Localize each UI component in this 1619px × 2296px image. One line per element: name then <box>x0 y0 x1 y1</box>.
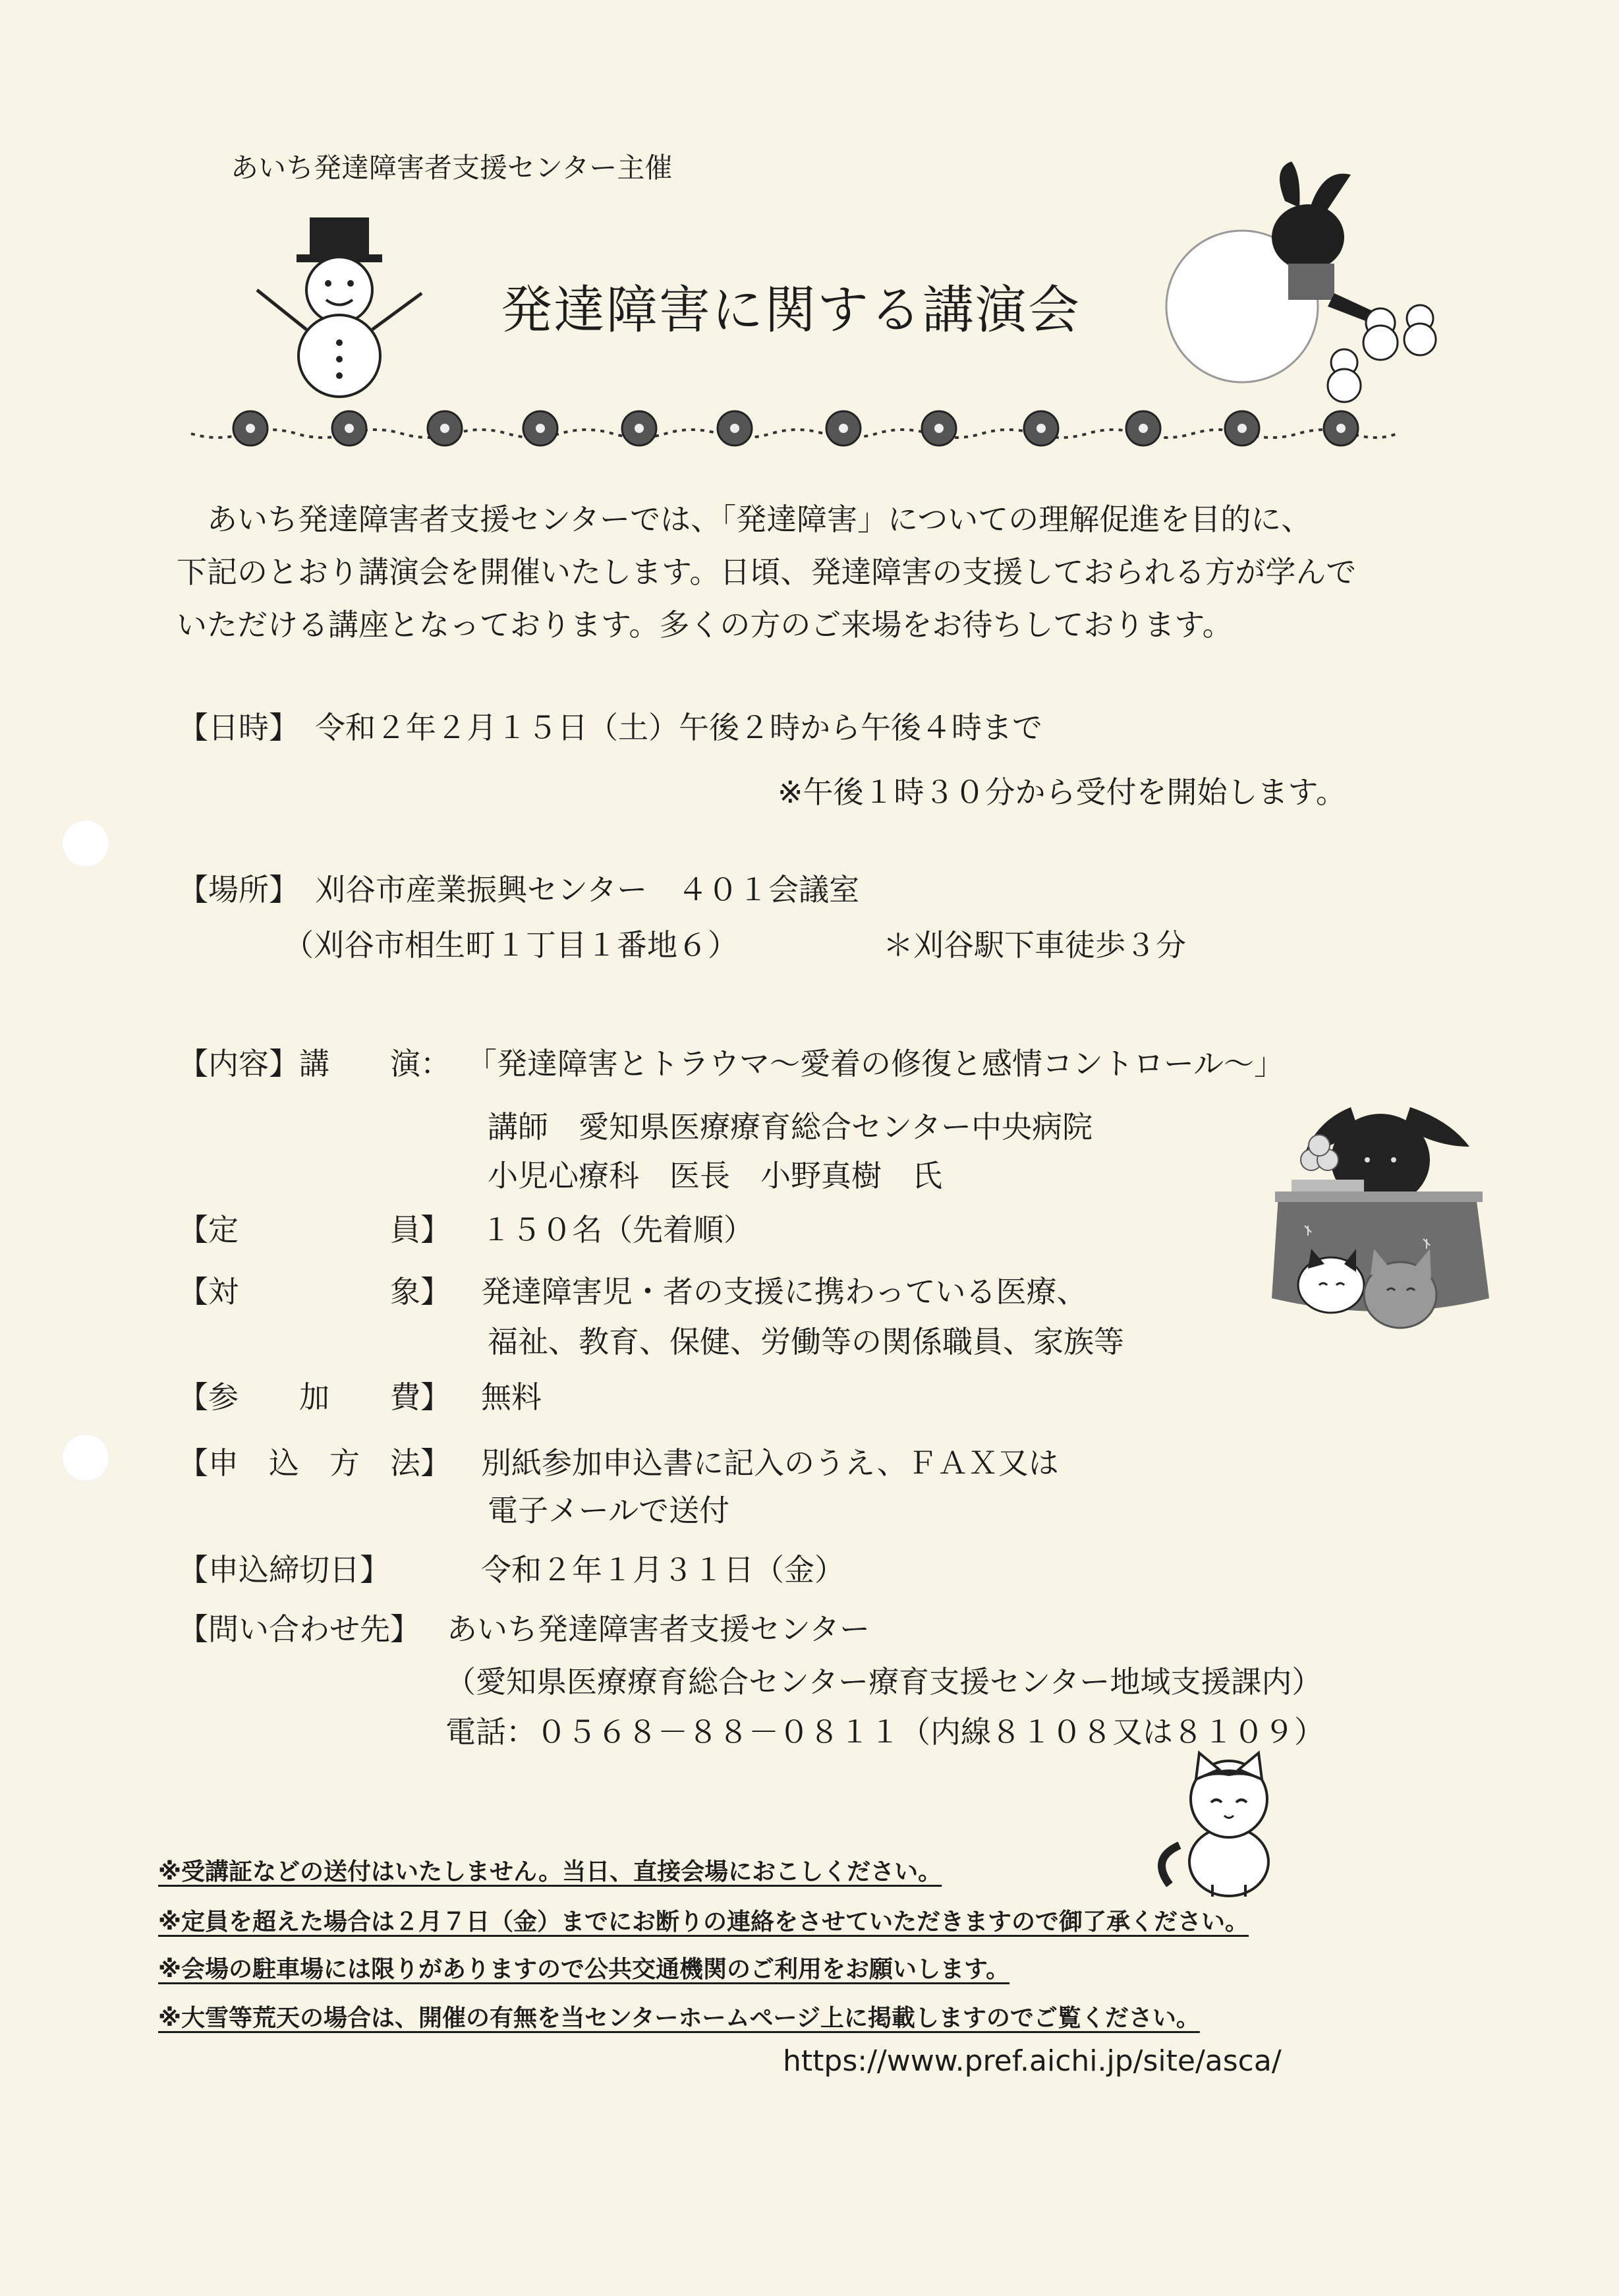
capacity-value: １５０名（先着順） <box>481 1212 754 1248</box>
target-value: 福祉、教育、保健、労働等の関係職員、家族等 <box>488 1324 1124 1360</box>
capacity-label: 【定 員】 <box>178 1212 451 1248</box>
target-label: 【対 象】 <box>178 1274 451 1309</box>
flower-garland-icon <box>191 402 1397 455</box>
apply-value: 電子メールで送付 <box>488 1493 730 1528</box>
note-item: ※受講証などの送付はいたしません。当日、直接会場におこしください。 <box>158 1858 942 1885</box>
apply-value: 別紙参加申込書に記入のうえ、ＦＡＸ又は <box>481 1445 1059 1481</box>
note-item: ※会場の駐車場には限りがありますので公共交通機関のご利用をお願いします。 <box>158 1956 1010 1983</box>
website-url[interactable]: https://www.pref.aichi.jp/site/asca/ <box>783 2044 1282 2078</box>
lecturer-line: 小児心療科 医長 小野真樹 氏 <box>488 1158 942 1193</box>
organizer-text: あいち発達障害者支援センター主催 <box>231 152 673 184</box>
datetime-value: 令和２年２月１５日（土）午後２時から午後４時まで <box>315 710 1042 745</box>
rabbit-kotatsu-cats-icon <box>1278 1081 1489 1344</box>
venue-label: 【場所】 <box>178 872 299 907</box>
contact-dept: （愛知県医療療育総合センター療育支援センター地域支援課内） <box>445 1664 1322 1700</box>
rabbit-snowball-icon <box>1160 161 1456 412</box>
cat-icon <box>1160 1746 1292 1898</box>
venue-access: ＊刈谷駅下車徒歩３分 <box>883 927 1186 963</box>
contact-phone: 電話：０５６８－８８－０８１１（内線８１０８又は８１０９） <box>445 1714 1324 1750</box>
venue-address: （刈谷市相生町１丁目１番地６） <box>283 927 738 963</box>
note-item: ※定員を超えた場合は２月７日（金）までにお断りの連絡をさせていただきますので御了承ください。 <box>158 1909 1249 1936</box>
deadline-label: 【申込締切日】 <box>178 1552 390 1588</box>
content-label: 【内容】講 演： <box>178 1046 451 1081</box>
intro-line: あいち発達障害者支援センターでは、「発達障害」についての理解促進を目的に、 <box>207 502 1312 537</box>
fee-value: 無料 <box>481 1379 542 1415</box>
intro-line: 下記のとおり講演会を開催いたします。日頃、発達障害の支援しておられる方が学んで <box>177 554 1357 590</box>
deadline-value: 令和２年１月３１日（金） <box>481 1552 845 1588</box>
punch-hole <box>62 820 109 867</box>
intro-paragraph <box>177 493 1494 651</box>
snowman-icon <box>244 204 441 395</box>
datetime-label: 【日時】 <box>178 710 299 745</box>
contact-name: あいち発達障害者支援センター <box>447 1611 870 1647</box>
datetime-note: ※午後１時３０分から受付を開始します。 <box>778 774 1346 810</box>
contact-label: 【問い合わせ先】 <box>178 1611 420 1647</box>
lecturer-line: 講師 愛知県医療療育総合センター中央病院 <box>488 1109 1093 1145</box>
apply-label: 【申 込 方 法】 <box>178 1445 451 1481</box>
venue-name: 刈谷市産業振興センター ４０１会議室 <box>315 872 860 907</box>
target-value: 発達障害児・者の支援に携わっている医療、 <box>481 1274 1087 1309</box>
punch-hole <box>62 1434 109 1481</box>
fee-label: 【参 加 費】 <box>178 1379 451 1415</box>
lecture-title: 「発達障害とトラウマ～愛着の修復と感情コントロール～」 <box>467 1046 1285 1081</box>
page-title: 発達障害に関する講演会 <box>501 281 1081 340</box>
intro-line: いただける講座となっております。多くの方のご来場をお待ちしております。 <box>177 607 1233 643</box>
note-item: ※大雪等荒天の場合は、開催の有無を当センターホームページ上に掲載しますのでご覧ください。 <box>158 2005 1200 2032</box>
